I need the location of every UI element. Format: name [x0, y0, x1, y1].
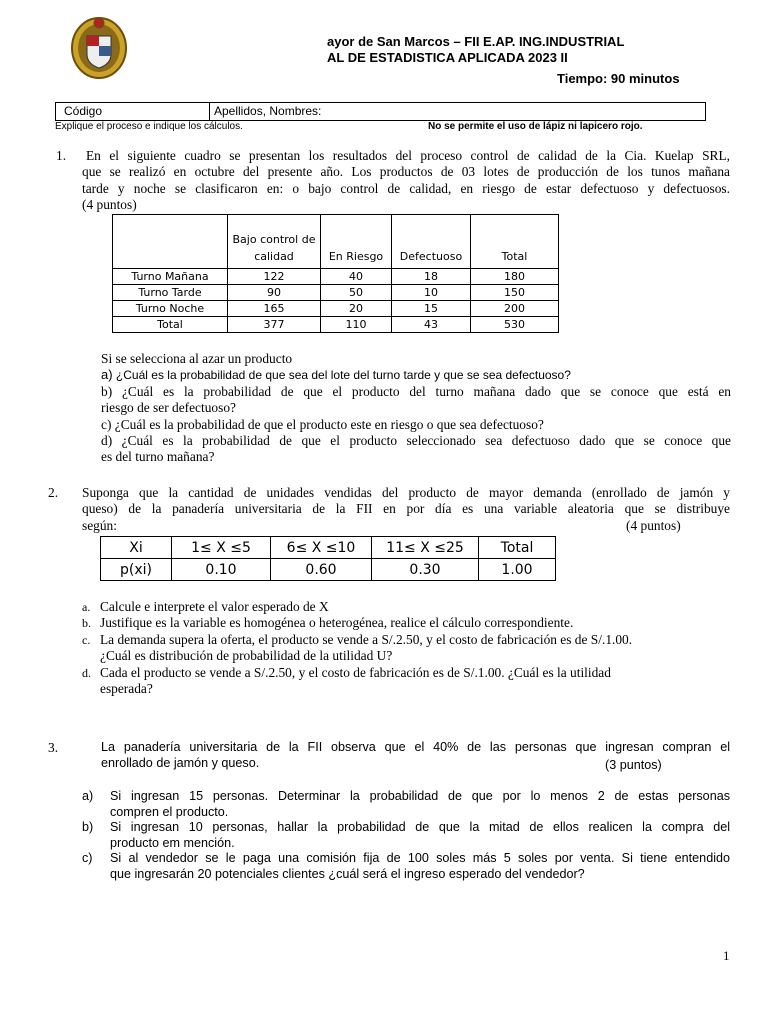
header-time: Tiempo: 90 minutos — [557, 71, 680, 86]
table-header-cell: Total — [471, 215, 559, 269]
q2-item-d: d. Cada el producto se vende a S/.2.50, y el costo de fabricación es de S/.1.00. ¿Cuál es la utilidad — [82, 664, 611, 680]
header-institution: ayor de San Marcos – FII E.AP. ING.INDUSTRIAL — [327, 34, 625, 49]
q1-line-1: En el siguiente cuadro se presentan los resultados del proceso control de calidad de la Cia. Kuelap SRL, — [86, 148, 730, 163]
table-row — [101, 559, 556, 581]
table-header-cell: 1≤ X ≤5 — [172, 537, 271, 559]
q1-quality-table — [112, 214, 559, 333]
table-header-cell: En Riesgo — [321, 215, 392, 269]
table-header-cell: Defectuoso — [392, 215, 471, 269]
table-cell: 200 — [471, 301, 559, 317]
q1-item-b: b) ¿Cuál es la probabilidad de que el producto del turno mañana dado que se conoce que está en — [101, 383, 731, 399]
table-header-cell: Bajo control de calidad — [228, 215, 321, 269]
table-cell: Turno Mañana — [113, 269, 228, 285]
q3-line-2: enrollado de jamón y queso. — [101, 755, 260, 770]
q1-line-2: que se realizó en octubre del presente año. Los productos de 03 lotes de producción de los tunos mañana — [82, 164, 730, 180]
table-row — [113, 269, 559, 285]
header-exam-title: AL DE ESTADISTICA APLICADA 2023 II — [327, 50, 568, 65]
table-cell: 10 — [392, 285, 471, 301]
table-cell: Total — [113, 317, 228, 333]
table-cell: 43 — [392, 317, 471, 333]
q2-item-c-cont: ¿Cuál es distribución de probabilidad de la utilidad U? — [100, 648, 393, 664]
table-cell: 0.30 — [372, 559, 479, 581]
table-cell: 1.00 — [479, 559, 556, 581]
q2-subquestions — [82, 599, 730, 697]
q1-line-3: tarde y noche se clasificaron en: o bajo control de calidad, en riesgo de estar defectuoso y defectuosos. — [82, 180, 730, 196]
q3-item-b: b) Si ingresan 10 personas, hallar la probabilidad de que la mitad de ellos realicen la compra del producto em mención. — [82, 820, 730, 850]
q2-item-d-cont: esperada? — [100, 681, 153, 697]
q1-item-d-cont: es del turno mañana? — [101, 449, 215, 465]
table-cell: p(xi) — [101, 559, 172, 581]
q2-line-1: Suponga que la cantidad de unidades vendidas del producto de mayor demanda (enrollado de jamón y — [82, 485, 730, 500]
q2-distribution-table — [100, 536, 556, 581]
table-header-row — [101, 537, 556, 559]
q3-number: 3. — [48, 740, 59, 755]
table-cell: 377 — [228, 317, 321, 333]
q1-item-c: c) ¿Cuál es la probabilidad de que el producto este en riesgo o que sea defectuoso? — [101, 416, 544, 432]
q1-number: 1. — [56, 148, 67, 163]
instructions-note: Explique el proceso e indique los cálculos. — [55, 121, 243, 132]
q2-line-2: queso) de la panadería universitaria de la FII en por día es una variable aleatoria que se distribuye — [82, 501, 730, 517]
university-seal-logo — [70, 14, 128, 80]
q3-line-1: La panadería universitaria de la FII observa que el 40% de las personas que ingresan compran el — [101, 740, 730, 754]
q1-subquestions — [101, 351, 731, 466]
table-header-row — [113, 215, 559, 269]
table-row — [113, 301, 559, 317]
table-cell: 90 — [228, 285, 321, 301]
q3-points: (3 puntos) — [605, 758, 662, 772]
page-number: 1 — [723, 948, 730, 963]
student-id-box — [55, 102, 706, 121]
q3-subquestions — [82, 789, 730, 882]
table-cell: 122 — [228, 269, 321, 285]
table-cell: 110 — [321, 317, 392, 333]
table-header-cell: 6≤ X ≤10 — [271, 537, 372, 559]
table-cell: 150 — [471, 285, 559, 301]
table-cell: 0.10 — [172, 559, 271, 581]
name-label: Apellidos, Nombres: — [214, 104, 322, 118]
table-row — [113, 285, 559, 301]
table-cell: 20 — [321, 301, 392, 317]
pencil-warning: No se permite el uso de lápiz ni lapicero rojo. — [428, 121, 643, 132]
q1-intro: Si se selecciona al azar un producto — [101, 351, 293, 366]
table-cell: 15 — [392, 301, 471, 317]
table-cell: 0.60 — [271, 559, 372, 581]
table-row — [113, 317, 559, 333]
table-cell: Turno Tarde — [113, 285, 228, 301]
q2-line-3: según: — [82, 517, 117, 533]
q3-item-a: a) Si ingresan 15 personas. Determinar la probabilidad de que por lo menos 2 de estas personas compren el producto. — [82, 789, 730, 819]
table-cell: 50 — [321, 285, 392, 301]
q2-item-a: a. Calcule e interprete el valor esperado de X — [82, 599, 329, 614]
q1-item-d: d) ¿Cuál es la probabilidad de que el producto seleccionado sea defectuoso dado que se conoce que — [101, 433, 731, 449]
q2-number: 2. — [48, 485, 59, 500]
q3-item-c: c) Si al vendedor se le paga una comisión fija de 100 soles más 5 soles por venta. Si tiene entendido que ingresarán 20 potenciales clientes ¿cuál será el ingreso esperado del vendedor? — [82, 851, 730, 881]
table-cell: 40 — [321, 269, 392, 285]
table-cell: 18 — [392, 269, 471, 285]
table-cell: 165 — [228, 301, 321, 317]
q1-item-b-cont: riesgo de ser defectuoso? — [101, 400, 236, 416]
table-cell: Turno Noche — [113, 301, 228, 317]
q1-statement — [82, 148, 730, 214]
table-cell: 530 — [471, 317, 559, 333]
q2-points: (4 puntos) — [626, 518, 681, 533]
table-header-cell — [113, 215, 228, 269]
q1-item-a: a) ¿Cuál es la probabilidad de que sea del lote del turno tarde y que se sea defectuoso? — [101, 367, 571, 383]
table-header-cell: Total — [479, 537, 556, 559]
q1-points: (4 puntos) — [82, 197, 137, 213]
q2-item-b: b. Justifique es la variable es homogénea o heterogénea, realice el cálculo correspondiente. — [82, 615, 574, 631]
code-label: Código — [56, 103, 210, 120]
q2-item-c: c. La demanda supera la oferta, el producto se vende a S/.2.50, y el costo de fabricación es de S/.1.00. — [82, 631, 633, 647]
table-header-cell: 11≤ X ≤25 — [372, 537, 479, 559]
table-cell: 180 — [471, 269, 559, 285]
table-header-cell: Xi — [101, 537, 172, 559]
